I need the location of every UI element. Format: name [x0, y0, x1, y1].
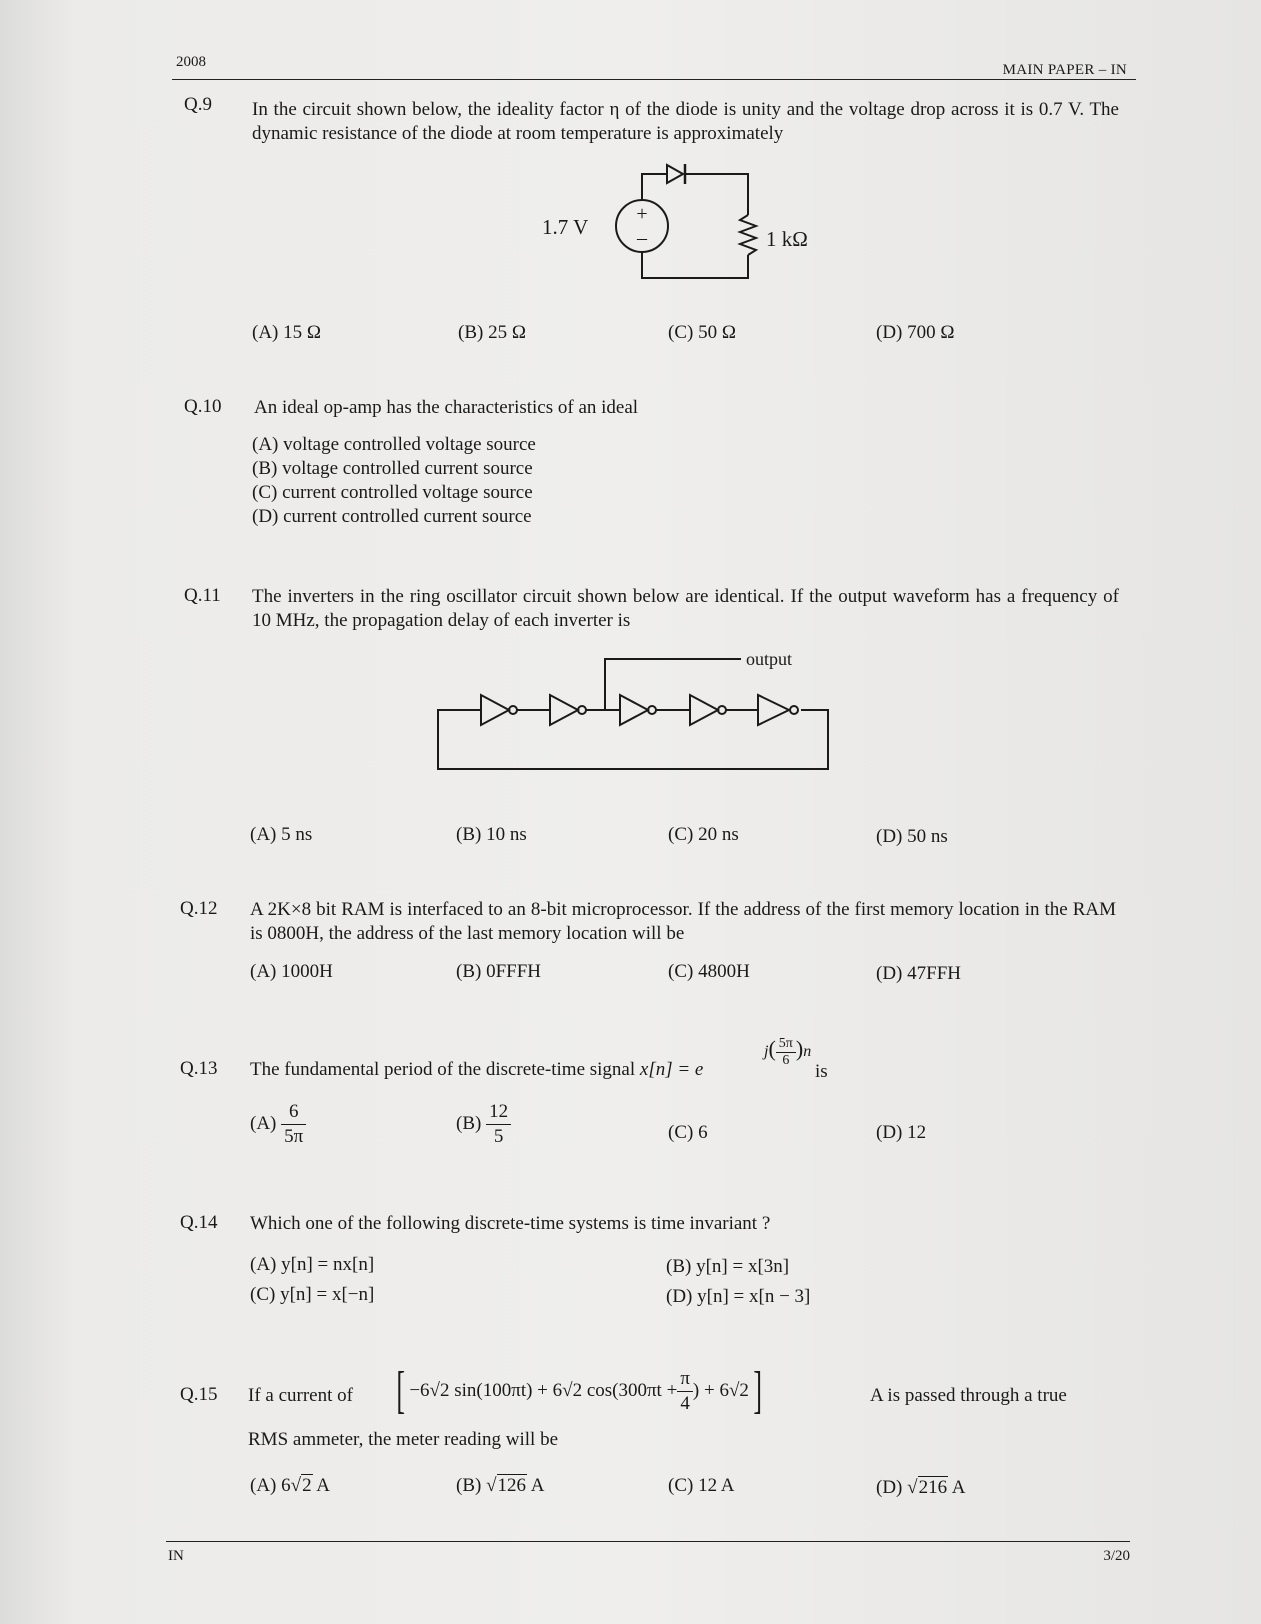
- q14-text: Which one of the following discrete-time systems is time invariant ?: [250, 1213, 771, 1234]
- q13-exp-j: j: [764, 1043, 769, 1061]
- q13-option-c[interactable]: (C) 6: [668, 1122, 708, 1143]
- q9-number: Q.9: [184, 94, 212, 115]
- q10-option-d[interactable]: (D) current controlled current source: [252, 506, 532, 527]
- q10-number: Q.10: [184, 396, 222, 417]
- q10-text: An ideal op-amp has the characteristics of an ideal: [254, 397, 639, 418]
- q12-option-d[interactable]: (D) 47FFH: [876, 963, 961, 984]
- footer-rule: [166, 1541, 1130, 1542]
- q15-expr-frac-num: π: [677, 1367, 693, 1392]
- source-label: 1.7 V: [542, 215, 589, 239]
- footer-code: IN: [168, 1548, 184, 1564]
- q15-expr-frac-den: 4: [680, 1392, 690, 1414]
- q15-text-post: A is passed through a true: [870, 1385, 1067, 1406]
- inverter-3: [620, 695, 656, 725]
- q12-number: Q.12: [180, 898, 218, 919]
- q11-option-b[interactable]: (B) 10 ns: [456, 824, 527, 845]
- q9-option-d[interactable]: (D) 700 Ω: [876, 322, 955, 343]
- q15-option-c[interactable]: (C) 12 A: [668, 1475, 735, 1496]
- diode-symbol: [667, 164, 685, 184]
- q14-number: Q.14: [180, 1212, 218, 1233]
- q10-option-b[interactable]: (B) voltage controlled current source: [252, 458, 533, 479]
- q13-exp-n: n: [803, 1043, 812, 1061]
- q10-option-a[interactable]: (A) voltage controlled voltage source: [252, 434, 536, 455]
- q15-text-line2: RMS ammeter, the meter reading will be: [248, 1429, 559, 1450]
- q14-option-b[interactable]: (B) y[n] = x[3n]: [666, 1256, 790, 1277]
- header-rule: [172, 79, 1136, 80]
- q15-number: Q.15: [180, 1384, 218, 1405]
- q13-exp-num: 5π: [776, 1036, 796, 1053]
- header-paper: MAIN PAPER – IN: [1002, 62, 1127, 78]
- q11-text: The inverters in the ring oscillator circuit shown below are identical. If the output waveform has a frequency of 10 MHz, the propagation delay of each inverter is: [252, 586, 1119, 631]
- q13-exp-den: 6: [782, 1053, 790, 1068]
- q9-circuit-diagram: [540, 160, 820, 290]
- q9-option-c[interactable]: (C) 50 Ω: [668, 322, 736, 343]
- q13-option-b[interactable]: (B) $\frac{12}{5}$: [456, 1100, 511, 1149]
- q15-option-d[interactable]: (D) √216 A: [876, 1477, 966, 1498]
- q13-exponent: j( $\frac{5\pi}{6}$ )n: [764, 1036, 812, 1068]
- q15-text-pre: If a current of: [248, 1385, 353, 1406]
- q11-option-c[interactable]: (C) 20 ns: [668, 824, 739, 845]
- inverter-1: [481, 695, 517, 725]
- q14-option-a[interactable]: (A) y[n] = nx[n]: [250, 1254, 375, 1275]
- inverter-4: [690, 695, 726, 725]
- q12-text: A 2K×8 bit RAM is interfaced to an 8-bit microprocessor. If the address of the first memory location in the RAM is 0800H, the address of the last memory location will be: [250, 899, 1116, 944]
- inverter-2: [550, 695, 586, 725]
- q11-option-a[interactable]: (A) 5 ns: [250, 824, 313, 845]
- q9-option-b[interactable]: (B) 25 Ω: [458, 322, 526, 343]
- inverter-5: [758, 695, 798, 725]
- q15-option-a[interactable]: (A) 6√2 A: [250, 1475, 331, 1496]
- q15-option-b[interactable]: (B) √126 A: [456, 1475, 545, 1496]
- q13-signal: x[n] = e: [639, 1059, 704, 1080]
- q9-option-a[interactable]: (A) 15 Ω: [252, 322, 321, 343]
- q11-number: Q.11: [184, 585, 221, 606]
- q13-text-pre: The fundamental period of the discrete-time signal: [250, 1059, 636, 1080]
- footer-page-number: 3/20: [1103, 1548, 1130, 1564]
- q9-text: In the circuit shown below, the ideality factor η of the diode is unity and the voltage drop across it is 0.7 V. The dynamic resistance of the diode at room temperature is approximately: [252, 99, 1119, 144]
- q11-ring-oscillator-diagram: [436, 645, 836, 775]
- q14-option-c[interactable]: (C) y[n] = x[−n]: [250, 1284, 375, 1305]
- resistor-symbol: [740, 215, 756, 255]
- q13-text-post: is: [815, 1061, 828, 1082]
- output-label: output: [746, 649, 793, 669]
- q12-option-a[interactable]: (A) 1000H: [250, 961, 333, 982]
- q11-option-d[interactable]: (D) 50 ns: [876, 826, 948, 847]
- q15-expr-part2: ) + 6√2: [692, 1380, 749, 1401]
- source-minus: –: [637, 227, 647, 249]
- q10-option-c[interactable]: (C) current controlled voltage source: [252, 482, 533, 503]
- q13-option-a[interactable]: (A) $\frac{6}{5\pi}$: [250, 1100, 306, 1149]
- q13-text: [250, 1058, 703, 1082]
- source-plus: +: [636, 203, 648, 225]
- q12-option-c[interactable]: (C) 4800H: [668, 961, 750, 982]
- q13-option-d[interactable]: (D) 12: [876, 1122, 927, 1143]
- q12-option-b[interactable]: (B) 0FFFH: [456, 961, 541, 982]
- q15-expression: [ −6√2 sin(100πt) + 6√2 cos(300πt + $\frac{\pi}{4}$ ) + 6√2]: [396, 1362, 762, 1419]
- resistor-label: 1 kΩ: [766, 227, 808, 251]
- q15-expr-part1: −6√2 sin(100πt) + 6√2 cos(300πt +: [409, 1380, 678, 1401]
- q13-number: Q.13: [180, 1058, 218, 1079]
- header-year: 2008: [176, 54, 206, 70]
- q14-option-d[interactable]: (D) y[n] = x[n − 3]: [666, 1286, 811, 1307]
